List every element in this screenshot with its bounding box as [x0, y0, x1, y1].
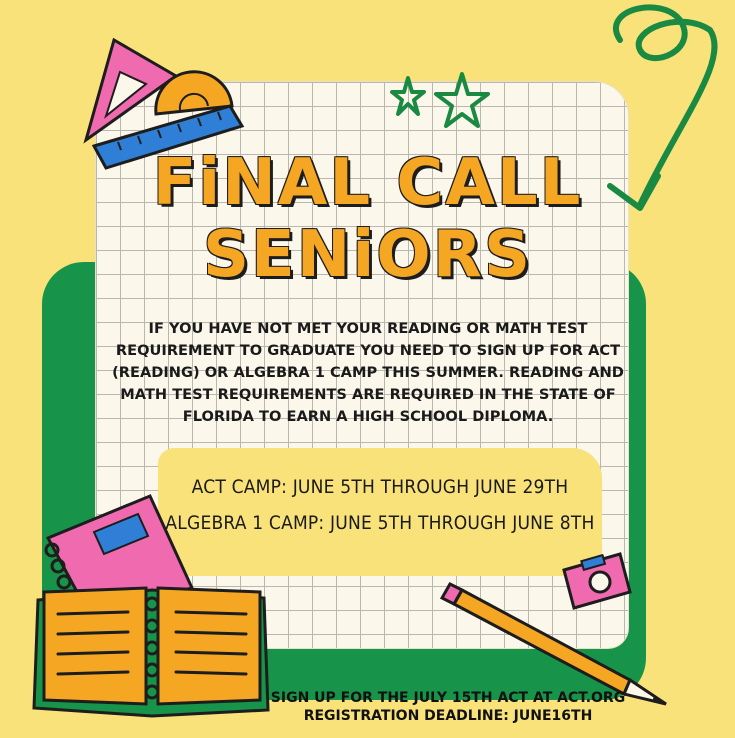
algebra-camp-dates: ALGEBRA 1 CAMP: JUNE 5TH THROUGH JUNE 8TH — [165, 512, 595, 534]
open-book-icon — [28, 578, 278, 720]
signup-info: SIGN UP FOR THE JULY 15TH ACT AT ACT.ORG — [270, 690, 626, 706]
title-line-2: SENiORS — [202, 218, 533, 292]
requirement-paragraph: IF YOU HAVE NOT MET YOUR READING OR MATH TEST REQUIREMENT TO GRADUATE YOU NEED TO SIGN UP FOR ACT (READING) OR ALGEBRA 1 CAMP THIS SUMMER. READING AND MATH TEST REQUIREMENTS ARE REQUIRED IN THE STATE OF FLORIDA TO EARN A HIGH SCHOOL DIPLOMA. — [112, 320, 624, 425]
act-camp-dates: ACT CAMP: JUNE 5TH THROUGH JUNE 29TH — [191, 476, 569, 498]
title-line-1: FiNAL CALL — [152, 146, 583, 220]
star-doodle-icon — [390, 68, 500, 148]
registration-deadline: REGISTRATION DEADLINE: JUNE16TH — [303, 708, 593, 724]
